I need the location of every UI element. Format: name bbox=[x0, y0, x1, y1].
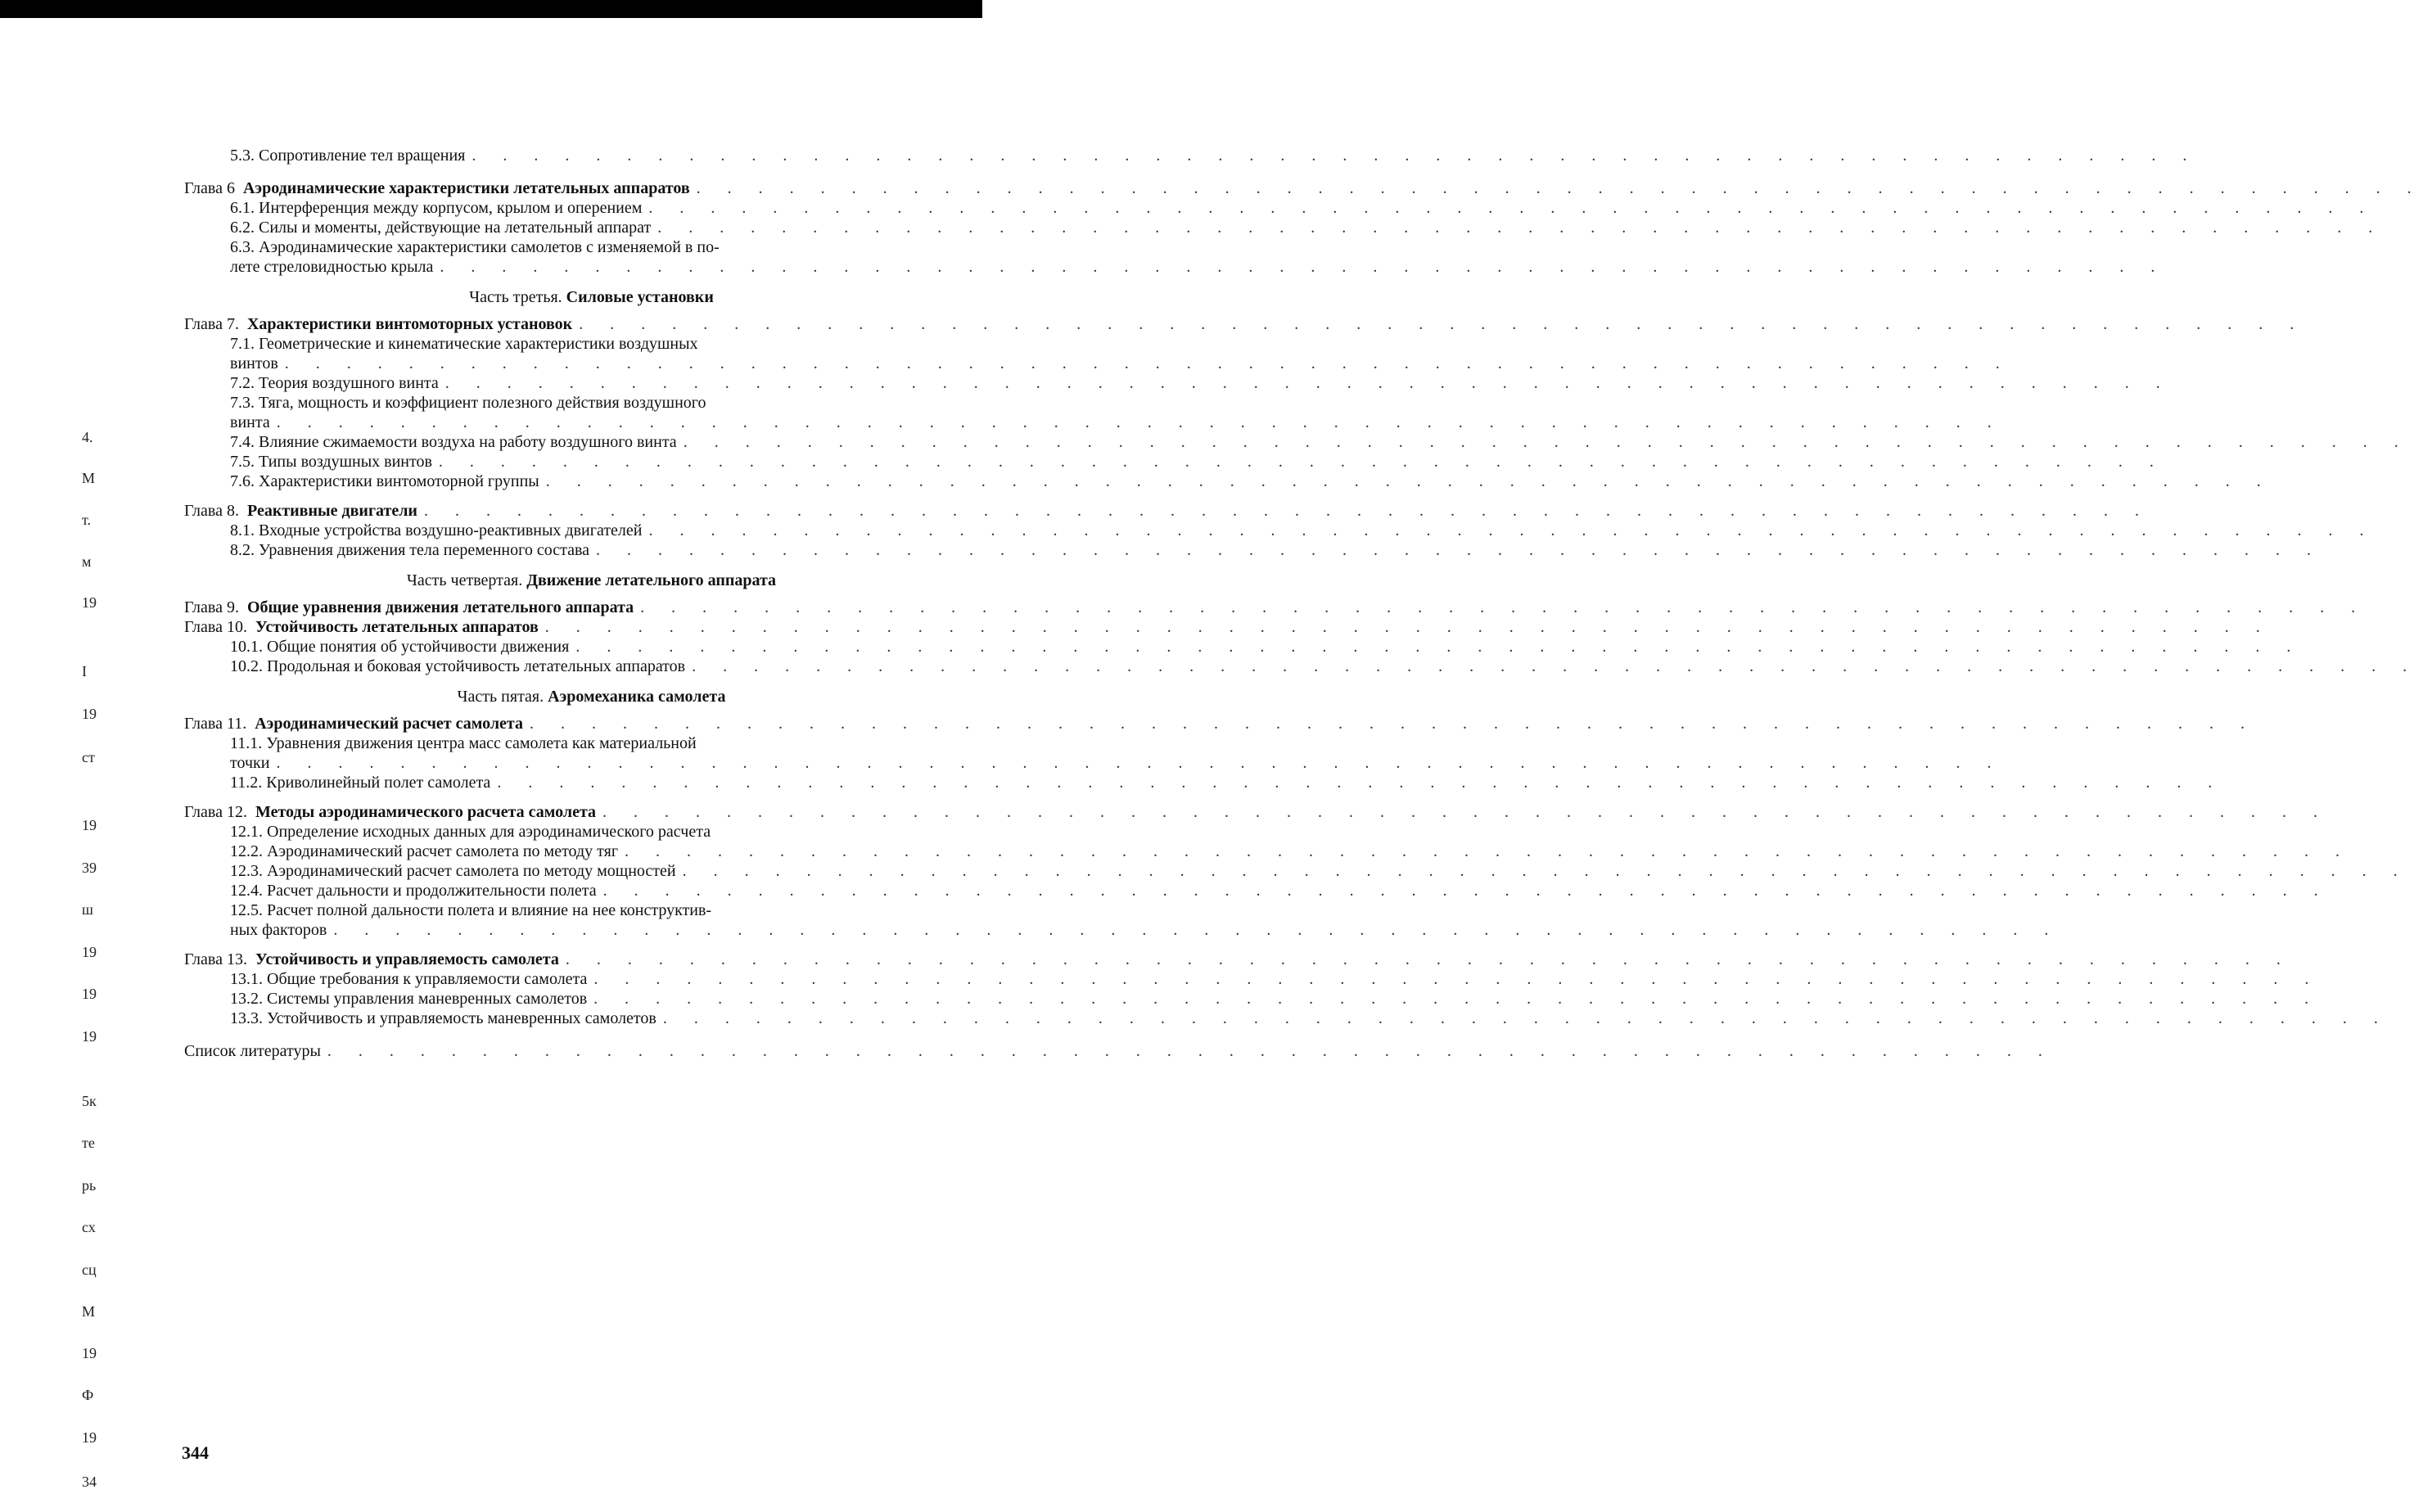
dot-leader bbox=[569, 637, 2302, 657]
dot-leader bbox=[642, 198, 2375, 218]
toc-entry[interactable] bbox=[184, 861, 966, 881]
toc-entry[interactable] bbox=[184, 146, 966, 165]
margin-fragment: сх bbox=[82, 1219, 96, 1235]
part-heading: Часть пятая. Аэромеханика самолета bbox=[457, 688, 726, 706]
toc-entry-title: винта bbox=[230, 413, 270, 431]
dot-leader bbox=[690, 178, 2423, 198]
toc-chapter-title: Глава 6 Аэродинамические характеристики летательных аппаратов bbox=[184, 179, 690, 197]
toc-entry-title: 6.3. Аэродинамические характеристики самолетов с изменяемой в по- bbox=[230, 238, 720, 256]
dot-leader bbox=[587, 989, 2320, 1009]
toc-entry-title: 8.2. Уравнения движения тела переменного состава bbox=[230, 541, 590, 559]
toc-entry-title: 12.4. Расчет дальности и продолжительности полета bbox=[230, 882, 597, 900]
toc-entry-title: 7.6. Характеристики винтомоторной группы bbox=[230, 472, 539, 490]
toc-entry-title: 13.1. Общие требования к управляемости самолета bbox=[230, 970, 588, 988]
dot-leader bbox=[432, 452, 2165, 472]
toc-entry-title: 12.3. Аэродинамический расчет самолета по методу мощностей bbox=[230, 862, 676, 880]
toc-entry[interactable] bbox=[184, 198, 966, 218]
table-of-contents bbox=[184, 146, 966, 1061]
dot-leader bbox=[327, 920, 2060, 940]
margin-fragment: те bbox=[82, 1135, 95, 1151]
toc-entry[interactable] bbox=[184, 472, 966, 491]
dot-leader bbox=[634, 598, 2367, 617]
margin-fragment: м bbox=[82, 553, 92, 570]
dot-leader bbox=[417, 501, 2150, 521]
dot-leader bbox=[618, 842, 2351, 861]
toc-entry-continuation bbox=[184, 413, 966, 432]
dot-leader bbox=[677, 432, 2410, 452]
toc-chapter[interactable] bbox=[184, 178, 966, 198]
dot-leader bbox=[278, 354, 2011, 373]
toc-entry-title: 13.3. Устойчивость и управляемость маневренных самолетов bbox=[230, 1009, 657, 1027]
dot-leader bbox=[465, 146, 2198, 165]
toc-entry-title: 11.1. Уравнения движения центра масс самолета как материальной bbox=[230, 734, 697, 752]
toc-entry-title: 7.3. Тяга, мощность и коэффициент полезного действия воздушного bbox=[230, 394, 706, 412]
margin-fragment: I bbox=[82, 663, 87, 679]
toc-entry-title: винтов bbox=[230, 354, 278, 372]
toc-entry[interactable] bbox=[184, 452, 966, 472]
dot-leader bbox=[559, 950, 2292, 969]
margin-fragment: 5к bbox=[82, 1093, 97, 1109]
toc-entry[interactable] bbox=[184, 637, 966, 657]
top-scan-border bbox=[0, 0, 982, 18]
dot-leader bbox=[539, 617, 2272, 637]
dot-leader bbox=[587, 969, 2320, 989]
part-heading: Часть третья. Силовые установки bbox=[469, 288, 714, 306]
toc-entry-continuation bbox=[184, 753, 966, 773]
margin-fragment: 19 bbox=[82, 817, 97, 833]
toc-entry[interactable] bbox=[184, 842, 966, 861]
toc-entry-title: 12.1. Определение исходных данных для аэродинамического расчета bbox=[230, 823, 711, 841]
toc-chapter[interactable]: Глава 8. Реактивные двигатели . . . bbox=[184, 501, 966, 521]
margin-fragment: ш bbox=[82, 901, 93, 918]
toc-entry-title: 7.2. Теория воздушного винта bbox=[230, 374, 439, 392]
dot-leader bbox=[439, 373, 2172, 393]
toc-entry[interactable] bbox=[184, 218, 966, 237]
dot-leader bbox=[643, 521, 2376, 540]
toc-chapter[interactable]: Глава 9. Общие уравнения движения летательного аппарата . . . bbox=[184, 598, 966, 617]
margin-fragment: 19 bbox=[82, 594, 97, 611]
toc-chapter[interactable]: Глава 7. Характеристики винтомоторных установок . . . bbox=[184, 314, 966, 334]
toc-chapter[interactable]: Глава 12. Методы аэродинамического расчета самолета . . . bbox=[184, 802, 966, 822]
margin-fragment: Ф bbox=[82, 1387, 94, 1403]
toc-entry[interactable] bbox=[184, 1009, 966, 1028]
toc-entry-title: 13.2. Системы управления маневренных самолетов bbox=[230, 990, 588, 1008]
toc-entry[interactable] bbox=[184, 657, 966, 676]
dot-leader bbox=[433, 257, 2166, 277]
toc-entry[interactable] bbox=[184, 773, 966, 792]
toc-entry-title: 12.5. Расчет полной дальности полета и влияние на нее конструктив- bbox=[230, 901, 712, 919]
toc-entry-title: 7.5. Типы воздушных винтов bbox=[230, 453, 432, 471]
toc-entry[interactable] bbox=[184, 822, 966, 842]
margin-fragment: М bbox=[82, 470, 96, 486]
toc-entry[interactable] bbox=[184, 881, 966, 900]
toc-chapter[interactable]: Глава 10. Устойчивость летательных аппаратов . . . bbox=[184, 617, 966, 637]
toc-entry[interactable] bbox=[184, 393, 966, 413]
dot-leader bbox=[523, 714, 2256, 733]
margin-fragment: 34 bbox=[82, 1474, 97, 1490]
toc-entry-title: 12.2. Аэродинамический расчет самолета по методу тяг bbox=[230, 842, 619, 860]
dot-leader bbox=[676, 861, 2409, 881]
margin-fragment: рь bbox=[82, 1177, 97, 1194]
dot-leader bbox=[685, 657, 2418, 676]
margin-fragment: 19 bbox=[82, 706, 97, 722]
dot-leader bbox=[270, 413, 2003, 432]
toc-chapter[interactable]: Глава 13. Устойчивость и управляемость самолета . . . bbox=[184, 950, 966, 969]
margin-fragment: 39 bbox=[82, 860, 97, 876]
dot-leader bbox=[597, 881, 2330, 900]
toc-entry[interactable] bbox=[184, 540, 966, 560]
dot-leader bbox=[589, 540, 2322, 560]
toc-entry[interactable] bbox=[184, 900, 966, 920]
margin-fragment: 19 bbox=[82, 986, 97, 1002]
toc-chapter[interactable]: Глава 11. Аэродинамический расчет самолета . . . bbox=[184, 714, 966, 733]
dot-leader bbox=[321, 1041, 2054, 1061]
dot-leader bbox=[269, 753, 2002, 773]
margin-fragment: М bbox=[82, 1303, 96, 1320]
margin-fragment: 19 bbox=[82, 944, 97, 960]
margin-fragment: 19 bbox=[82, 1028, 97, 1045]
dot-leader bbox=[572, 314, 2305, 334]
margin-fragment: т. bbox=[82, 512, 92, 528]
toc-entry-title: 7.4. Влияние сжимаемости воздуха на работу воздушного винта bbox=[230, 433, 677, 451]
margin-fragment: 4. bbox=[82, 429, 93, 445]
toc-entry-title: 8.1. Входные устройства воздушно-реактивных двигателей bbox=[230, 521, 643, 539]
dot-leader bbox=[657, 1009, 2389, 1028]
toc-entry-title: 6.2. Силы и моменты, действующие на летательный аппарат bbox=[230, 219, 652, 237]
margin-fragment: 19 bbox=[82, 1345, 97, 1361]
toc-entry-title: 10.2. Продольная и боковая устойчивость летательных аппаратов bbox=[230, 657, 686, 675]
margin-fragment: сц bbox=[82, 1262, 97, 1278]
toc-entry-title: лете стреловидностью крыла bbox=[230, 258, 434, 276]
toc-entry[interactable] bbox=[184, 373, 966, 393]
dot-leader bbox=[539, 472, 2272, 491]
toc-entry-title: точки bbox=[230, 754, 270, 772]
toc-entry-title: 11.2. Криволинейный полет самолета bbox=[230, 774, 491, 792]
page-number: 344 bbox=[182, 1442, 209, 1463]
toc-entry[interactable] bbox=[184, 733, 966, 753]
dot-leader bbox=[596, 802, 2329, 822]
toc-entry-title: 10.1. Общие понятия об устойчивости движения bbox=[230, 638, 570, 656]
toc-entry-title: 7.1. Геометрические и кинематические характеристики воздушных bbox=[230, 335, 698, 353]
toc-bibliography[interactable]: Список литературы . . . bbox=[184, 1041, 966, 1061]
part-heading: Часть четвертая. Движение летательного аппарата bbox=[406, 571, 777, 589]
toc-entry[interactable] bbox=[184, 237, 966, 257]
toc-entry-continuation bbox=[184, 920, 966, 940]
dot-leader bbox=[651, 218, 2384, 237]
toc-entry[interactable] bbox=[184, 334, 966, 354]
margin-fragment: 19 bbox=[82, 1429, 97, 1446]
toc-entry[interactable] bbox=[184, 432, 966, 452]
dot-leader bbox=[490, 773, 2223, 792]
toc-entry[interactable] bbox=[184, 969, 966, 989]
toc-entry-title: 6.1. Интерференция между корпусом, крылом и оперением bbox=[230, 199, 643, 217]
toc-entry-title: ных факторов bbox=[230, 921, 327, 939]
toc-entry-continuation bbox=[184, 354, 966, 373]
toc-entry[interactable] bbox=[184, 989, 966, 1009]
margin-fragment: ст bbox=[82, 749, 95, 765]
toc-entry-continuation bbox=[184, 257, 966, 277]
toc-entry[interactable] bbox=[184, 521, 966, 540]
toc-entry-title: 5.3. Сопротивление тел вращения bbox=[230, 147, 466, 165]
